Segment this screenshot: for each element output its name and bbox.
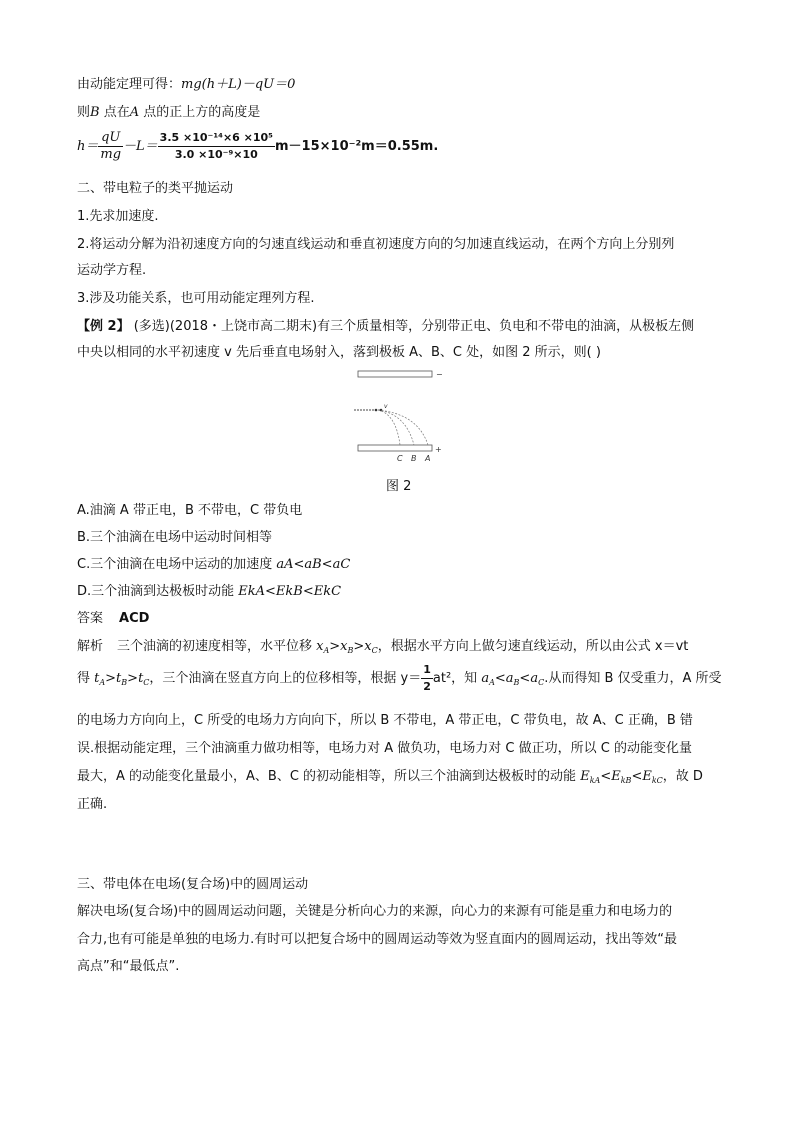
example-line-1 — [77, 318, 694, 336]
section-3-line-2: 合力,也有可能是单独的电场力.有时可以把复合场中的圆周运动等效为竖直面内的圆周运动，找出等效“最 — [77, 932, 678, 947]
analysis-text: .从而得知 B 仅受重力，A 所受 — [544, 671, 722, 686]
fraction-numerator: 3.5 ×10⁻¹⁴×6 ×10⁵ — [158, 130, 275, 147]
energy-theorem-formula: mg(h＋L)－qU＝0 — [181, 77, 296, 92]
analysis-text: 三个油滴的初速度相等，水平位移 — [117, 639, 317, 654]
point-a: A — [129, 105, 140, 120]
analysis-line-3: 的电场力方向向上，C 所受的电场力方向向下，所以 B 不带电，A 带正电，C 带负电，故 A、C 正确，B 错 — [77, 713, 693, 728]
analysis-text: at²，知 — [432, 671, 482, 686]
energy-theorem-prefix: 由动能定理可得： — [77, 77, 182, 92]
example-line-2: 中央以相同的水平初速度 v 先后垂直电场射入，落到极板 A、B、C 处，如图 2 所示，则( ) — [77, 345, 601, 360]
fraction-qu-mg — [98, 130, 123, 163]
fraction-denominator: 3.0 ×10⁻⁹×10 — [174, 148, 258, 161]
analysis-line-1: 解析 三个油滴的初速度相等，水平位移 $x_A>x_B>x_C$，根据水平方向上做匀速直线运动，所以由公式 x＝vt — [77, 639, 689, 655]
analysis-line-2: 得 $t_A>t_B>t_C$，三个油滴在竖直方向上的位移相等，根据 y＝ $\frac{1}{2}$ at²，知 $a_A<a_B<a_C$.从而得知 B 仅受重力，A 所受 — [77, 663, 722, 693]
top-plate — [358, 371, 432, 377]
analysis-text: ，根据水平方向上做匀速直线运动，所以由公式 x＝vt — [377, 639, 689, 654]
section-3-title: 三、带电体在电场(复合场)中的圆周运动 — [77, 877, 309, 892]
section-3-line-3: 高点”和“最低点”. — [77, 959, 180, 974]
answer-label: 答案 — [77, 611, 104, 626]
velocity-label: v — [384, 403, 388, 410]
option-c-formula: aA<aB<aC — [276, 557, 351, 572]
analysis-text: ，故 D — [662, 769, 703, 784]
height-intro-text: 则 — [77, 105, 91, 120]
section-2-point-2: 2.将运动分解为沿初速度方向的匀速直线运动和垂直初速度方向的匀加速直线运动，在两个方向上分别列 — [77, 237, 675, 252]
answer-line — [77, 610, 149, 628]
droplet — [375, 409, 378, 412]
example-text: (多选)(2018・上饶市高二期末)有三个质量相等，分别带正电、负电和不带电的油滴，从极板左侧 — [129, 319, 695, 334]
analysis-line-5: 最大，A 的动能变化量最小，A、B、C 的初动能相等，所以三个油滴到达极板时的动能 $E_{kA}<E_{kB}<E_{kC}$，故 D — [77, 769, 703, 785]
option-c — [77, 556, 350, 574]
point-b: B — [90, 105, 100, 120]
analysis-line-4: 误.根据动能定理，三个油滴重力做功相等，电场力对 A 做负功，电场力对 C 做正功，所以 C 的动能变化量 — [77, 741, 692, 756]
height-intro-line — [77, 104, 260, 122]
analysis-line-6: 正确. — [77, 797, 108, 812]
bottom-plate — [358, 445, 432, 451]
capacitor-figure — [348, 366, 448, 466]
example-tag: 【例 2】 — [77, 319, 130, 334]
energy-theorem-line — [77, 76, 295, 94]
trajectory-a — [378, 410, 428, 445]
option-d-text: D.三个油滴到达极板时动能 — [77, 584, 239, 599]
formula-minus-l: －L＝ — [123, 139, 158, 154]
height-intro-text: 点在 — [99, 105, 130, 120]
height-intro-text: 点的正上方的高度是 — [139, 105, 261, 120]
label-a: A — [425, 454, 431, 463]
fraction-denominator: 2 — [423, 680, 431, 693]
figure-caption: 图 2 — [386, 479, 412, 494]
fraction-numerator: qU — [98, 130, 123, 147]
analysis-text: 最大，A 的动能变化量最小，A、B、C 的初动能相等，所以三个油滴到达极板时的动能 — [77, 769, 581, 784]
analysis-text: 得 — [77, 671, 95, 686]
section-2-title: 二、带电粒子的类平抛运动 — [77, 181, 234, 196]
formula-result: m－15×10⁻²m＝0.55m. — [275, 139, 439, 154]
label-b: B — [411, 454, 417, 463]
bottom-plate-sign: + — [435, 445, 442, 454]
option-d — [77, 583, 341, 601]
formula-lhs: h＝ — [77, 139, 99, 154]
option-c-text: C.三个油滴在电场中运动的加速度 — [77, 557, 277, 572]
section-2-point-2-cont: 运动学方程. — [77, 263, 147, 278]
analysis-text: ，三个油滴在竖直方向上的位移相等，根据 y＝ — [149, 671, 422, 686]
section-2-point-1: 1.先求加速度. — [77, 209, 159, 224]
top-plate-sign: − — [436, 370, 443, 379]
fraction-denominator: mg — [100, 147, 122, 162]
height-formula — [77, 130, 438, 163]
fraction-numeric — [158, 130, 275, 163]
trajectory-c — [378, 410, 400, 445]
answer-value: ACD — [119, 611, 150, 626]
option-d-formula: EkA<EkB<EkC — [238, 584, 342, 599]
analysis-label: 解析 — [77, 639, 104, 654]
option-b: B.三个油滴在电场中运动时间相等 — [77, 530, 273, 545]
fraction-half — [421, 662, 433, 695]
section-2-point-3: 3.涉及功能关系，也可用动能定理列方程. — [77, 291, 315, 306]
section-3-line-1: 解决电场(复合场)中的圆周运动问题，关键是分析向心力的来源，向心力的来源有可能是重力和电场力的 — [77, 904, 673, 919]
label-c: C — [397, 454, 403, 463]
fraction-numerator: 1 — [421, 662, 433, 679]
option-a: A.油滴 A 带正电，B 不带电，C 带负电 — [77, 503, 303, 518]
